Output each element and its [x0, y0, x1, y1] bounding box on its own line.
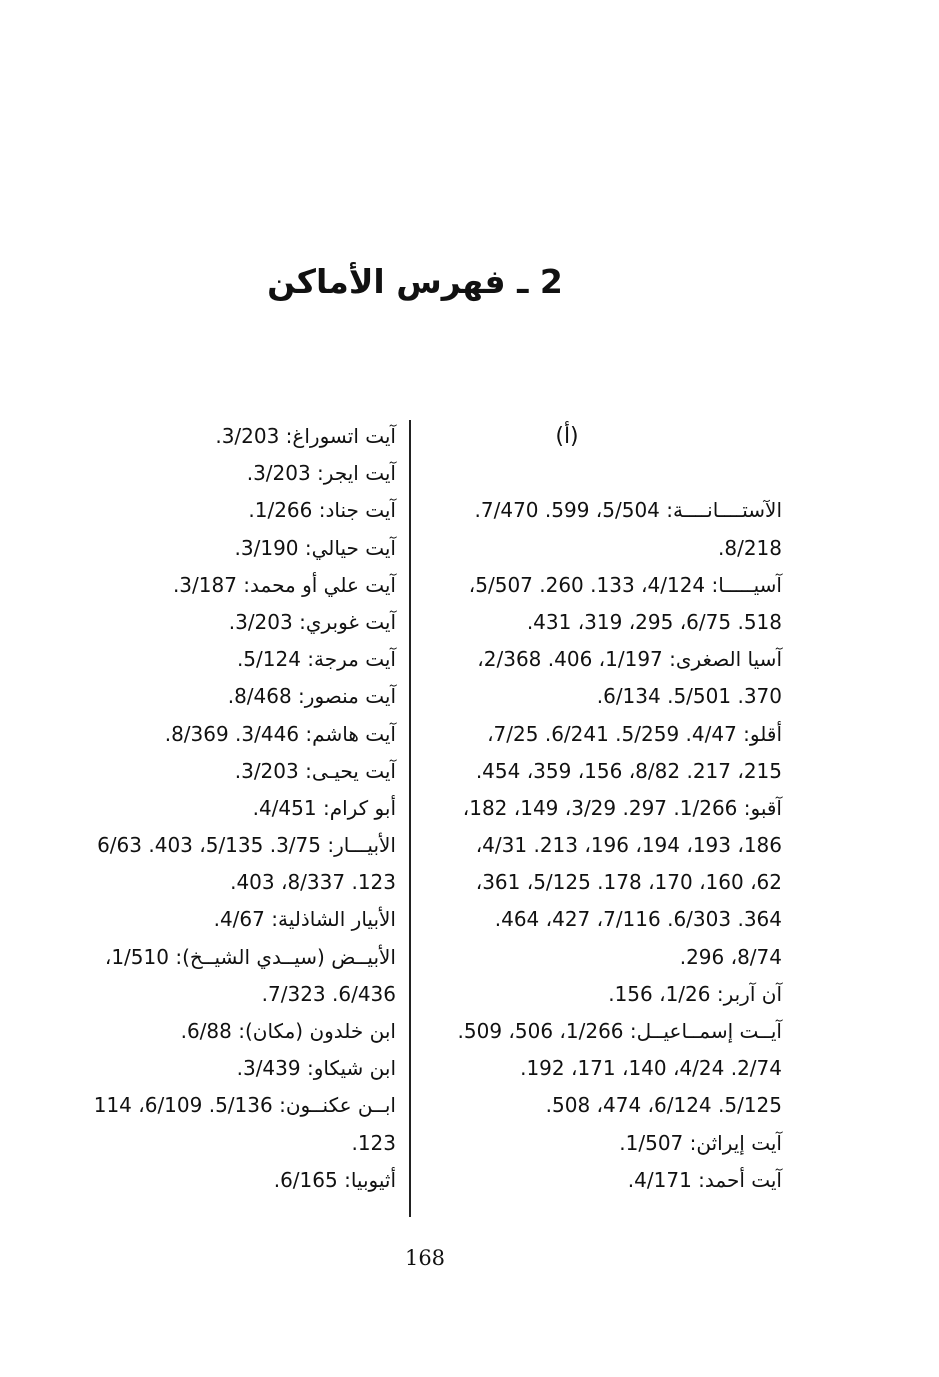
index-entry-line: آيت منصور: 8/468. — [227, 684, 396, 709]
index-entry-line: آن آربر: 1/26، 156. — [608, 981, 782, 1006]
index-entry-line: 6/436. 7/323. — [261, 981, 396, 1006]
index-entry-line: ابــن عكنــون: 5/136. 6/109، 114 — [93, 1093, 396, 1118]
index-entry-line: 186، 193، 194، 196، 213. 4/31، — [475, 833, 782, 858]
index-entry-line: آيت إيراثن: 1/507. — [619, 1130, 782, 1155]
index-entry-line: آيت اتسوراغ: 3/203. — [215, 424, 396, 448]
index-entry-line: 518. 6/75، 295، 319، 431. — [526, 609, 782, 634]
index-column-left — [36, 418, 396, 1199]
index-entry-line: الأبيــض (سيــدي الشيــخ): 1/510، — [104, 944, 396, 969]
index-entry-line: آسيا الصغرى: 1/197، 406. 2/368، — [477, 647, 782, 672]
index-entry-line: ابن شيكاو: 3/439. — [236, 1056, 396, 1081]
index-entry-line: 8/74، 296. — [679, 944, 782, 969]
index-entry-line: 123. — [351, 1130, 396, 1155]
index-entry-line: أبو كرام: 4/451. — [252, 795, 396, 820]
index-entry-line: آقبو: 1/266. 297. 3/29، 149، 182، — [462, 795, 782, 820]
index-entry-line: الأبيـــار: 3/75. 5/135، 403. 6/63 — [97, 833, 396, 858]
column-divider — [409, 420, 411, 1217]
index-entry-line: أقلو: 4/47. 5/259. 6/241. 7/25، — [487, 721, 782, 746]
index-entry-line: آيت حيالي: 3/190. — [234, 535, 396, 560]
index-entry-line: 2/74. 4/24، 140، 171، 192. — [520, 1056, 782, 1081]
index-entry-line: آيت جناد: 1/266. — [248, 498, 396, 523]
index-entry-line: 8/218. — [718, 535, 782, 560]
index-entry-line: آيت غوبري: 3/203. — [228, 609, 396, 634]
index-entry-line: 123. 8/337، 403. — [230, 870, 396, 895]
index-entry-line: الآستــــانــــة: 5/504، 599. 7/470. — [474, 498, 782, 523]
index-entry-line: 370. 5/501. 6/134. — [596, 684, 782, 709]
index-entry-line: 364. 6/303. 7/116، 427، 464. — [494, 907, 782, 932]
index-column-right — [422, 418, 782, 1199]
index-entry-line: أثيوبيا: 6/165. — [273, 1167, 396, 1192]
index-entry-line: آيت أحمد: 4/171. — [627, 1167, 782, 1192]
index-entry-line: 5/125. 6/124، 474، 508. — [545, 1093, 782, 1118]
index-entry-line: آيت يحيـى: 3/203. — [234, 758, 396, 783]
index-entry-line — [422, 455, 782, 492]
index-entry-line: 62، 160، 170، 178. 5/125، 361، — [475, 870, 782, 895]
index-entry-line: آيت هاشم: 3/446. 8/369. — [164, 721, 396, 746]
index-entry-line: 215، 217. 8/82، 156، 359، 454. — [475, 758, 782, 783]
section-letter: (أ) — [555, 424, 579, 449]
index-entry-line: ابن خلدون (مكان): 6/88. — [180, 1019, 396, 1043]
index-entry-line: آيت ايجر: 3/203. — [246, 461, 396, 486]
index-entry-line: آيت علي أو محمد: 3/187. — [172, 572, 396, 597]
page-title: 2 ـ فهرس الأماكن — [267, 262, 563, 301]
index-entry-line: آيــت إسمــاعيــل: 1/266، 506، 509. — [457, 1019, 782, 1043]
index-entry-line: الأبيار الشاذلية: 4/67. — [213, 907, 396, 932]
page-number: 168 — [404, 1246, 446, 1270]
index-entry-line: آسيـــــا: 4/124، 133. 260. 5/507، — [468, 572, 782, 597]
index-entry-line: آيت مرجة: 5/124. — [236, 647, 396, 672]
